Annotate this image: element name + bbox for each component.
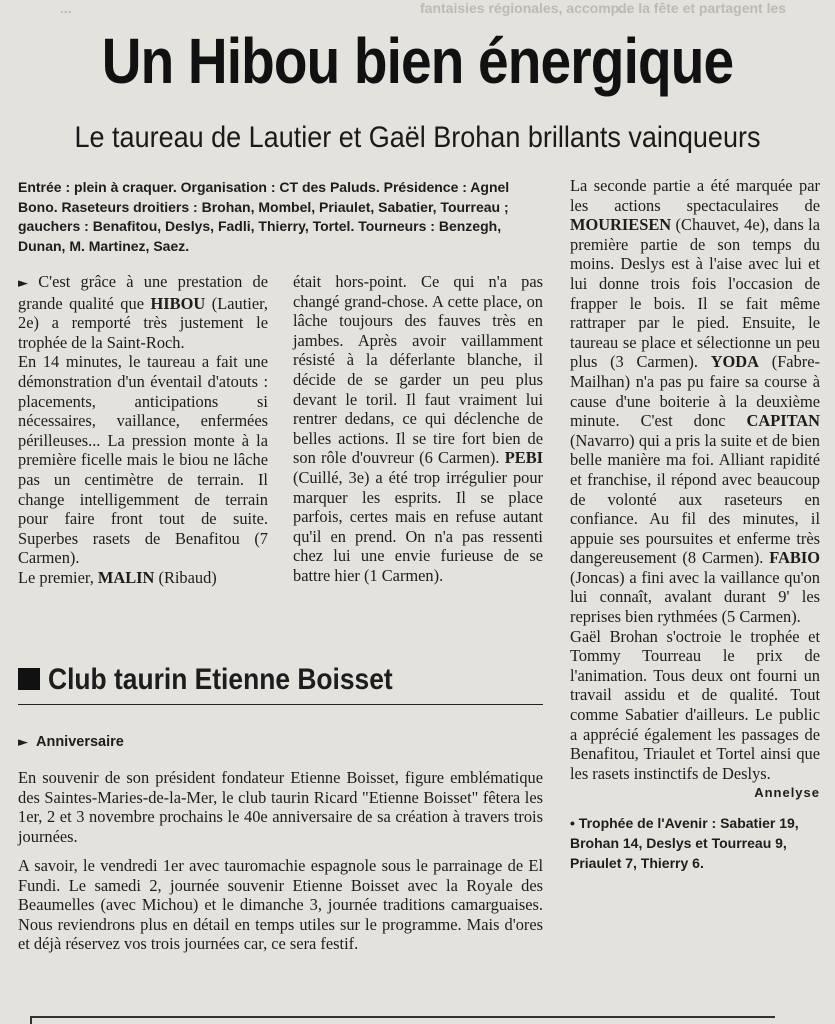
arrow-icon: ► <box>18 276 28 291</box>
col3-paragraph-2: Gaël Brohan s'octroie le trophée et Tommy Tourreau le prix de l'animation. Tous deux ont fourni un travail assidu et de qualité. Tout comme Sabatier d'ailleurs. Le public a apprécié également les passages de Benafitou, Triaulet et Tortel ainsi que les rasets instinctifs de Deslys. Annelyse <box>570 627 820 803</box>
col1-paragraph-1: ► C'est grâce à une prestation de grande qualité que HIBOU (Lautier, 2e) a remporté très justement le trophée de la Saint-Roch. <box>18 272 268 352</box>
club-paragraph-2: A savoir, le vendredi 1er avec tauromachie espagnole sous le parrainage de El Fundi. Le samedi 2, journée souvenir Etienne Boisset avec la Royale des Beaumelles (avec Michou) et le dimanche 3, journée traditions camarguaises. Nous reviendrons plus en détail en temps utiles sur le programme. Mais d'ores et déjà réservez vos trois journées car, ce sera festif. <box>18 856 543 953</box>
column-2 <box>293 272 543 586</box>
bull-name-capitan: CAPITAN <box>746 411 820 431</box>
column-1 <box>18 272 268 588</box>
section-title-club: Club taurin Etienne Boisset <box>18 660 543 705</box>
lead-paragraph: Entrée : plein à craquer. Organisation : CT des Paluds. Présidence : Agnel Bono. Raseteurs droitiers : Brohan, Mombel, Priaulet, Sabatier, Tourreau ; gauchers : Benafitou, Deslys, Fadli, Thierry, Tortel. Tourneurs : Benzegh, Dunan, M. Martinez, Saez. <box>18 179 510 254</box>
trophee-avenir: • Trophée de l'Avenir : Sabatier 19, Brohan 14, Deslys et Tourreau 9, Priaulet 7, Thierry 6. <box>570 815 799 871</box>
bull-name-malin: MALIN <box>97 567 155 587</box>
subheadline: Le taureau de Lautier et Gaël Brohan brillants vainqueurs <box>74 121 761 154</box>
bull-name-pebi: PEBI <box>504 448 544 468</box>
club-paragraph-1: En souvenir de son président fondateur Etienne Boisset, figure emblématique des Saintes-Maries-de-la-Mer, le club taurin Ricard "Etienne Boisset" fêtera les 1er, 2 et 3 novembre prochains le 40e anniversaire de sa création à travers trois journées. <box>18 768 543 846</box>
col2-paragraph-1: était hors-point. Ce qui n'a pas changé grand-chose. A cette place, on lâche toujours des fauves très en jambes. Après avoir vaillamment résisté à la déferlante blanche, il décide de se garder un peu plus devant le toril. Il faut vraiment lui rentrer dedans, ce qui déclenche de belles actions. Il se tire fort bien de son rôle d'ouvreur (6 Carmen). PEBI (Cuillé, 3e) a été trop irrégulier pour marquer les esprits. Il se place parfois, certes mais en refuse autant qu'il en prend. On n'a pas ressenti chez lui une envie furieuse de se battre hier (1 Carmen). <box>293 272 544 585</box>
bleed-through-center: fantaisies régionales, accomp... <box>420 0 631 16</box>
col1-paragraph-3: Le premier, MALIN (Ribaud) <box>18 567 217 587</box>
bull-name-fabio: FABIO <box>769 548 820 568</box>
bleed-through-right: de la fête et partagent les <box>618 0 787 16</box>
author-signature: Annelyse <box>754 785 820 801</box>
bull-name-hibou: HIBOU <box>150 293 206 313</box>
square-bullet-icon <box>18 668 40 690</box>
bottom-border <box>30 1016 775 1024</box>
col3-paragraph-1: La seconde partie a été marquée par les actions spectaculaires de MOURIESEN (Chauvet, 4e), dans la première partie de son temps du moins. Deslys est à l'aise avec lui et lui donne trois fois l'occasion de frapper le bois. Il se fait même rattraper par le pied. Ensuite, le taureau se place et sélectionne un peu plus (3 Carmen). YODA (Fabre-Mailhan) n'a pas pu faire sa course à cause d'une boiterie à la deuxième minute. C'est donc CAPITAN (Navarro) qui a pris la suite et de bien belle manière ma foi. Alliant rapidité et franchise, il répond avec beaucoup de volonté aux raseteurs en confiance. Au fil des minutes, il appuie ses poursuites et enferme très dangereusement (8 Carmen). FABIO (Joncas) a fini avec la vaillance qu'on lui connaît, avalant durant 9' les reprises bien rythmées (5 Carmen). <box>570 176 820 627</box>
bull-name-yoda: YODA <box>710 352 759 372</box>
col1-paragraph-2: En 14 minutes, le taureau a fait une démonstration d'un éventail d'atouts : placements, anticipations si nécessaires, vaillance, enfermées périlleuses... La pression monte à la première ficelle mais le biou ne lâche pas un centimètre de terrain. Il change intelligemment de terrain pour faire front tout de suite. Superbes rasets de Benafitou (7 Carmen). <box>18 352 268 568</box>
bleed-through-left: ... <box>60 0 72 16</box>
column-3 <box>570 176 820 873</box>
club-article <box>18 768 543 964</box>
headline: Un Hibou bien énergique <box>101 25 734 97</box>
bullet-icon: • <box>570 815 575 831</box>
kicker-anniversaire: ► Anniversaire <box>18 734 124 750</box>
bull-name-mouriesen: MOURIESEN <box>570 215 672 235</box>
arrow-icon: ► <box>18 735 28 750</box>
